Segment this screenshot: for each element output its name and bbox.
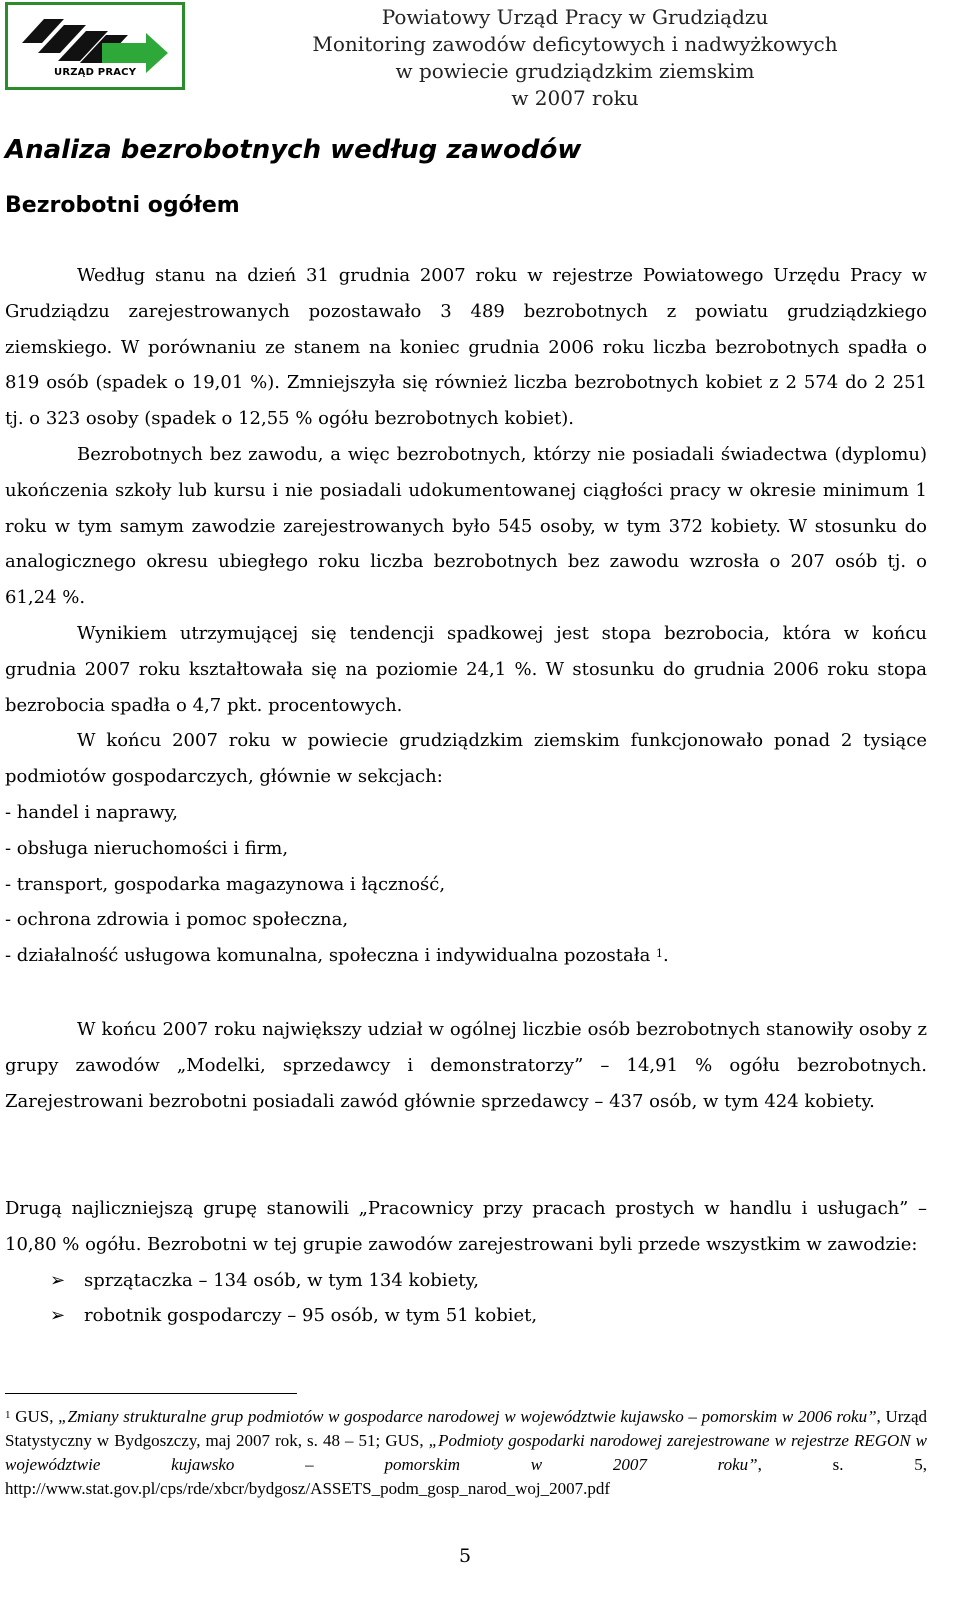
- profession-groups-section: [5, 1012, 927, 1119]
- paragraph-total-unemployed: Według stanu na dzień 31 grudnia 2007 roku w rejestrze Powiatowego Urzędu Pracy w Grudziądzu zarejestrowanych pozostawało 3 489 bezrobotnych z powiatu grudziądzkiego ziemskiego. W porównaniu ze stanem na koniec grudnia 2006 roku liczba bezrobotnych spadła o 819 osób (spadek o 19,01 %). Zmniejszyła się również liczba bezrobotnych kobiet z 2 574 do 2 251 tj. o 323 osoby (spadek o 12,55 % ogółu bezrobotnych kobiet).: [5, 265, 927, 430]
- footnote: [5, 1405, 927, 1501]
- footnote-reference: 1: [656, 947, 664, 961]
- page-number: 5: [458, 1545, 472, 1567]
- footnote-source-title: „Zmiany strukturalne grup podmiotów w gospodarce narodowej w województwie kujawsko – pomorskim w 2006 roku”: [58, 1407, 877, 1426]
- bullet-item: [5, 1298, 927, 1334]
- header-line-2: Monitoring zawodów deficytowych i nadwyżkowych: [312, 32, 838, 56]
- logo: [5, 2, 185, 90]
- list-item: - transport, gospodarka magazynowa i łączność,: [5, 873, 446, 895]
- footnote-number: 1: [5, 1409, 11, 1421]
- list-item: - obsługa nieruchomości i firm,: [5, 837, 289, 859]
- footnote-source-title: „Podmioty gospodarki narodowej zarejestrowane w rejestrze REGON w województwie kujawsko – pomorskim w 2007 roku”: [5, 1431, 928, 1474]
- paragraph-businesses: W końcu 2007 roku w powiecie grudziądzkim ziemskim funkcjonowało ponad 2 tysiące podmiotów gospodarczych, głównie w sekcjach:: [5, 730, 927, 788]
- list-item-with-footnote: [5, 938, 927, 974]
- list-end: .: [663, 945, 669, 967]
- paragraph-unemployment-rate: Wynikiem utrzymującej się tendencji spadkowej jest stopa bezrobocia, która w końcu grudnia 2007 roku kształtowała się na poziomie 24,1 %. W stosunku do grudnia 2006 roku stopa bezrobocia spadła o 4,7 pkt. procentowych.: [5, 622, 927, 716]
- second-group-section: [5, 1191, 927, 1334]
- bullet-arrow-icon: ➢: [50, 1269, 66, 1291]
- footnote-separator: [5, 1393, 297, 1394]
- bullet-text: robotnik gospodarczy – 95 osób, w tym 51 kobiet,: [84, 1305, 538, 1327]
- list-item: - handel i naprawy,: [5, 801, 178, 823]
- section-subtitle: Bezrobotni ogółem: [5, 193, 240, 218]
- logo-text: URZĄD PRACY: [54, 67, 137, 78]
- paragraph-top-profession-group: W końcu 2007 roku największy udział w ogólnej liczbie osób bezrobotnych stanowiły osoby z grupy zawodów „Modelki, sprzedawcy i demonstratorzy” – 14,91 % ogółu bezrobotnych. Zarejestrowani bezrobotni posiadali zawód głównie sprzedawcy – 437 osób, w tym 424 kobiety.: [5, 1019, 927, 1112]
- header-line-1: Powiatowy Urząd Pracy w Grudziądzu: [381, 5, 769, 29]
- bullet-item: [5, 1263, 927, 1299]
- document-header: [270, 4, 880, 112]
- bullet-arrow-icon: ➢: [50, 1305, 66, 1327]
- paragraph-no-profession: Bezrobotnych bez zawodu, a więc bezrobotnych, którzy nie posiadali świadectwa (dyplomu) ukończenia szkoły lub kursu i nie posiadali udokumentowanej ciągłości pracy w okresie minimum 1 roku w tym samym zawodzie zarejestrowanych było 545 osoby, w tym 372 kobiety. W stosunku do analogicznego okresu ubiegłego roku liczba bezrobotnych bez zawodu wzrosła o 207 osób tj. o 61,24 %.: [5, 443, 927, 609]
- footnote-text: , Urząd Statystyczny w Bydgoszczy, maj 2007 rok, s. 48 – 51; GUS,: [5, 1407, 927, 1450]
- main-body: [5, 258, 927, 974]
- footnote-text-url: , s. 5, http://www.stat.gov.pl/cps/rde/xbcr/bydgosz/ASSETS_podm_gosp_narod_woj_2007.pdf: [5, 1455, 927, 1498]
- list-item: - działalność usługowa komunalna, społeczna i indywidualna pozostała: [5, 945, 651, 967]
- section-title: Analiza bezrobotnych według zawodów: [5, 135, 582, 165]
- footnote-text: GUS,: [10, 1407, 59, 1426]
- paragraph-second-profession-group: Drugą najliczniejszą grupę stanowili „Pracownicy przy pracach prostych w handlu i usługach” – 10,80 % ogółu. Bezrobotni w tej grupie zawodów zarejestrowani byli przede wszystkim w zawodzie:: [5, 1198, 927, 1255]
- header-line-4: w 2007 roku: [511, 86, 639, 110]
- list-item: - ochrona zdrowia i pomoc społeczna,: [5, 909, 349, 931]
- bullet-text: sprzątaczka – 134 osób, w tym 134 kobiety,: [84, 1269, 479, 1291]
- header-line-3: w powiecie grudziądzkim ziemskim: [395, 59, 755, 83]
